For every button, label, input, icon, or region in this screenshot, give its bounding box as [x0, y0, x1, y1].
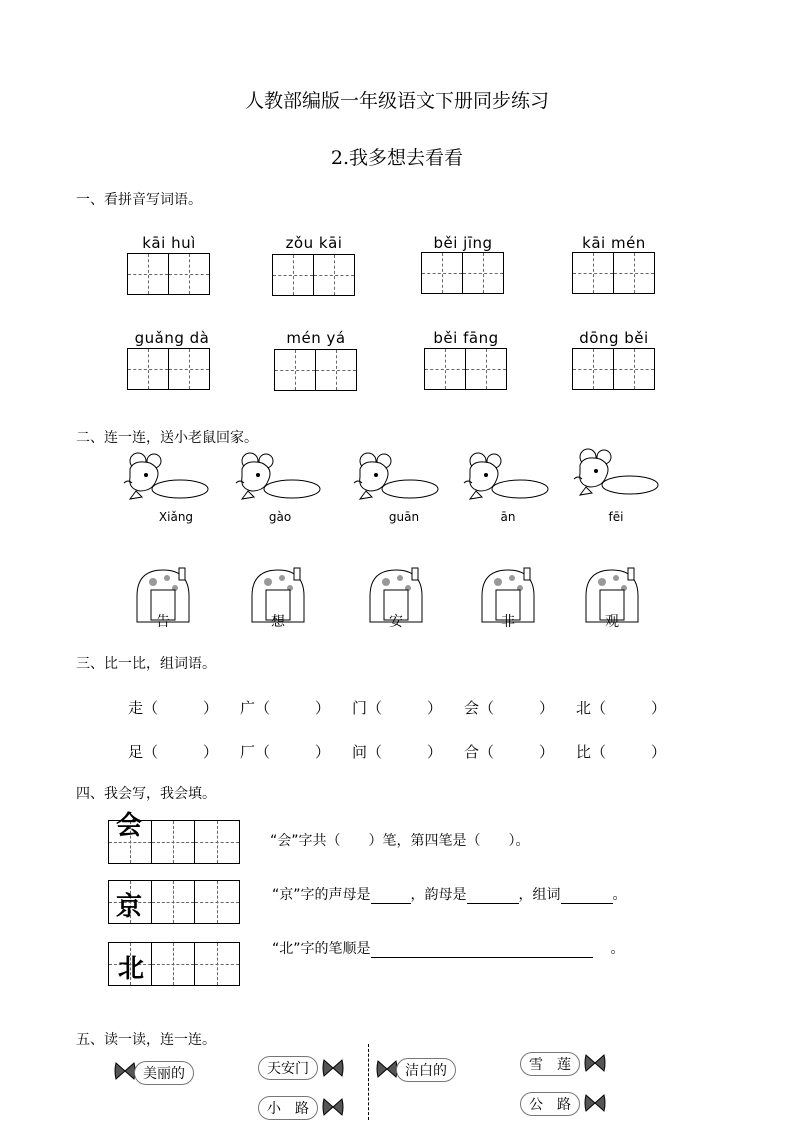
butterfly-icon: [114, 1060, 136, 1082]
question-text: 。: [612, 887, 627, 903]
section-4-heading: 四、我会写，我会填。: [76, 786, 216, 802]
butterfly-icon: [584, 1092, 606, 1114]
writing-grid-box[interactable]: [194, 942, 240, 986]
divider: [368, 1044, 369, 1120]
question-text: 。: [610, 941, 625, 957]
house-character: 告: [156, 614, 170, 630]
writing-grid-box[interactable]: [127, 348, 169, 390]
stroke-order-question: [272, 938, 625, 958]
butterfly-icon: [376, 1058, 398, 1080]
mouse-icon: [570, 445, 660, 501]
answer-blank[interactable]: [371, 889, 411, 904]
mouse-pinyin: fēi: [608, 510, 624, 524]
butterfly-icon: [322, 1057, 344, 1079]
writing-grid-box[interactable]: [424, 348, 466, 390]
writing-grid-box[interactable]: [613, 252, 655, 294]
compare-item[interactable]: 走（ ）: [128, 699, 219, 717]
compare-item[interactable]: 足（ ）: [128, 743, 219, 761]
pinyin-label: kāi mén: [582, 234, 646, 252]
word-card[interactable]: 天安门: [258, 1056, 318, 1080]
writing-grid-box[interactable]: [194, 880, 240, 924]
mouse-pinyin: Xiǎng: [158, 510, 194, 524]
pinyin-label: kāi huì: [142, 234, 196, 252]
writing-grid-box[interactable]: [572, 252, 614, 294]
house-character: 非: [501, 614, 515, 630]
mouse-icon: [232, 449, 322, 505]
answer-blank[interactable]: [467, 889, 519, 904]
compare-item[interactable]: 门（ ）: [352, 699, 443, 717]
writing-grid-box[interactable]: [168, 253, 210, 295]
writing-grid-box[interactable]: [168, 348, 210, 390]
writing-grid-box[interactable]: [462, 252, 504, 294]
mouse-pinyin: guān: [388, 510, 420, 524]
mouse-icon: [120, 449, 210, 505]
mouse-pinyin: ān: [500, 510, 516, 524]
compare-item[interactable]: 问（ ）: [352, 743, 443, 761]
compare-item[interactable]: 比（ ）: [576, 743, 667, 761]
question-text: ，组词: [518, 887, 561, 903]
word-card[interactable]: 雪 莲: [520, 1052, 580, 1076]
section-2-heading: 二、连一连，送小老鼠回家。: [76, 430, 258, 446]
question-text: “北”字的笔顺是: [272, 941, 371, 957]
question-text: ，韵母是: [410, 887, 467, 903]
mouse-icon: [460, 449, 550, 505]
model-character: 京: [116, 892, 143, 922]
stroke-question: “会”字共（ ）笔，第四笔是（ ）。: [270, 833, 530, 849]
writing-grid-box[interactable]: [274, 349, 316, 391]
word-card[interactable]: 洁白的: [396, 1058, 456, 1082]
model-character: 会: [116, 811, 143, 841]
pinyin-label: zǒu kāi: [285, 234, 343, 252]
writing-grid-box[interactable]: [127, 253, 169, 295]
word-card[interactable]: 公 路: [520, 1092, 580, 1116]
word-card[interactable]: 小 路: [258, 1096, 318, 1120]
writing-grid-box[interactable]: [465, 348, 507, 390]
pinyin-label: mén yá: [286, 329, 346, 347]
pinyin-label: dōng běi: [579, 329, 649, 347]
section-1-heading: 一、看拼音写词语。: [76, 192, 202, 208]
answer-blank[interactable]: [561, 889, 613, 904]
pinyin-label: běi fāng: [433, 329, 499, 347]
writing-grid-box[interactable]: [421, 252, 463, 294]
page-title: 人教部编版一年级语文下册同步练习: [244, 90, 549, 112]
house-character: 安: [389, 614, 403, 630]
compare-item[interactable]: 北（ ）: [576, 699, 667, 717]
pinyin-label: běi jīng: [433, 234, 493, 252]
compare-item[interactable]: 会（ ）: [464, 699, 555, 717]
pinyin-question: [272, 884, 627, 904]
writing-grid-box[interactable]: [272, 254, 314, 296]
writing-grid-box[interactable]: [151, 880, 195, 924]
section-3-heading: 三、比一比，组词语。: [76, 656, 216, 672]
compare-item[interactable]: 合（ ）: [464, 743, 555, 761]
writing-grid-box[interactable]: [151, 820, 195, 864]
writing-grid-box[interactable]: [315, 349, 357, 391]
word-card[interactable]: 美丽的: [134, 1061, 194, 1085]
writing-grid-box[interactable]: [313, 254, 355, 296]
writing-grid-box[interactable]: [613, 348, 655, 390]
mouse-icon: [350, 449, 440, 505]
lesson-title: 2.我多想去看看: [330, 147, 464, 169]
mouse-pinyin: gào: [268, 510, 292, 524]
model-character: 北: [118, 954, 145, 984]
answer-blank[interactable]: [371, 943, 593, 958]
compare-item[interactable]: 厂（ ）: [240, 743, 331, 761]
writing-grid-box[interactable]: [194, 820, 240, 864]
butterfly-icon: [322, 1096, 344, 1118]
house-character: 观: [605, 614, 619, 630]
question-text: “京”字的声母是: [272, 887, 371, 903]
writing-grid-box[interactable]: [572, 348, 614, 390]
house-character: 想: [271, 614, 285, 630]
writing-grid-box[interactable]: [151, 942, 195, 986]
section-5-heading: 五、读一读，连一连。: [76, 1032, 216, 1048]
compare-item[interactable]: 广（ ）: [240, 699, 331, 717]
pinyin-label: guǎng dà: [134, 329, 210, 347]
butterfly-icon: [584, 1052, 606, 1074]
